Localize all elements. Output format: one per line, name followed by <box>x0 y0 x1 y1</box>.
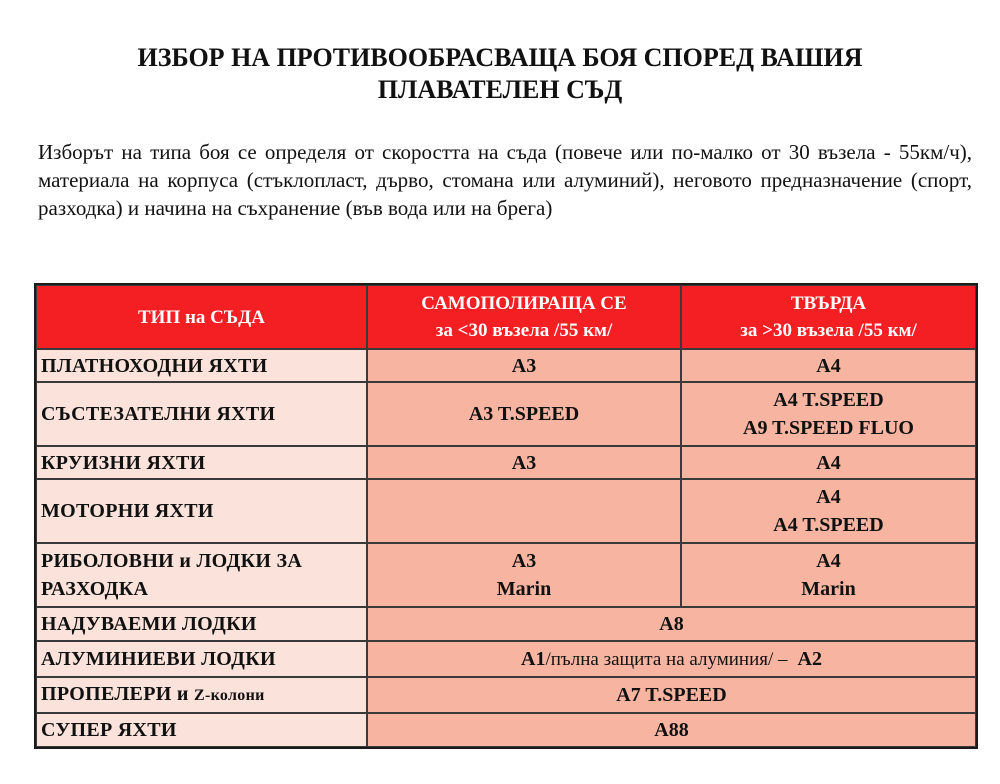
table-header-row <box>36 285 976 349</box>
row-label: КРУИЗНИ ЯХТИ <box>36 446 367 479</box>
self-polishing-cell <box>367 479 681 543</box>
self-polishing-cell: A3 <box>367 349 681 382</box>
paint-note: /пълна защита на алуминия/ – <box>545 648 788 670</box>
row-label: ПЛАТНОХОДНИ ЯХТИ <box>36 349 367 382</box>
merged-paint-cell: A8 <box>367 607 976 641</box>
title-line-2: ПЛАВАТЕЛЕН СЪД <box>377 75 623 104</box>
hard-cell-line: A4 T.SPEED <box>773 514 884 536</box>
row-label-line: РИБОЛОВНИ и ЛОДКИ ЗА <box>41 550 303 572</box>
row-label-line: РАЗХОДКА <box>41 578 149 600</box>
merged-paint-cell <box>367 641 976 677</box>
header-hard <box>681 285 976 349</box>
self-polishing-cell-line: Marin <box>496 578 552 600</box>
table-row <box>36 382 976 446</box>
table-row <box>36 349 976 382</box>
table-row <box>36 446 976 479</box>
header-hard-speed: за >30 възела /55 км/ <box>740 320 917 341</box>
paint-code: A2 <box>797 647 822 670</box>
header-self-polishing-speed: за <30 възела /55 км/ <box>435 320 613 341</box>
page-title <box>60 42 940 106</box>
hard-cell-line: Marin <box>801 578 856 600</box>
row-label: НАДУВАЕМИ ЛОДКИ <box>36 607 367 641</box>
header-self-polishing <box>367 285 681 349</box>
row-label: СЪСТЕЗАТЕЛНИ ЯХТИ <box>36 382 367 446</box>
hard-cell <box>681 479 976 543</box>
header-hard-title: ТВЪРДА <box>790 293 867 314</box>
merged-paint-cell: A7 T.SPEED <box>367 677 976 713</box>
header-self-polishing-title: САМОПОЛИРАЩА СЕ <box>421 293 627 314</box>
hard-cell <box>681 382 976 446</box>
table-row <box>36 677 976 713</box>
title-line-1: ИЗБОР НА ПРОТИВООБРАСВАЩА БОЯ СПОРЕД ВАШИЯ <box>137 43 863 72</box>
hard-cell-line: A4 <box>816 486 841 508</box>
row-label-part: Z-колони <box>194 687 265 704</box>
table-row <box>36 543 976 607</box>
self-polishing-cell <box>367 543 681 607</box>
row-label: АЛУМИНИЕВИ ЛОДКИ <box>36 641 367 677</box>
hard-cell-line: A4 <box>816 550 841 572</box>
paint-code: A1 <box>521 647 546 670</box>
table-row <box>36 479 976 543</box>
row-label <box>36 677 367 713</box>
row-label: СУПЕР ЯХТИ <box>36 713 367 747</box>
intro-paragraph: Изборът на типа боя се определя от скоростта на съда (повече или по-малко от 30 възела - 55км/ч), материала на корпуса (стъклопласт, дърво, стомана или алуминий), неговото предназначение (спорт, разходка) и начина на съхранение (във вода или на брега) <box>38 140 972 220</box>
paint-selection-table <box>34 283 978 749</box>
self-polishing-cell-line: A3 <box>511 550 537 572</box>
table-row <box>36 607 976 641</box>
table-row <box>36 641 976 677</box>
hard-cell: A4 <box>681 446 976 479</box>
hard-cell-line: A9 T.SPEED FLUO <box>743 417 914 439</box>
row-label: МОТОРНИ ЯХТИ <box>36 479 367 543</box>
hard-cell: A4 <box>681 349 976 382</box>
hard-cell-line: A4 T.SPEED <box>773 389 884 411</box>
header-boat-type: ТИП на СЪДА <box>36 285 367 349</box>
merged-paint-cell: A88 <box>367 713 976 747</box>
row-label <box>36 543 367 607</box>
self-polishing-cell: A3 <box>367 446 681 479</box>
row-label-part: ПРОПЕЛЕРИ и <box>41 683 189 705</box>
table-row <box>36 713 976 747</box>
self-polishing-cell: A3 T.SPEED <box>367 382 681 446</box>
hard-cell <box>681 543 976 607</box>
